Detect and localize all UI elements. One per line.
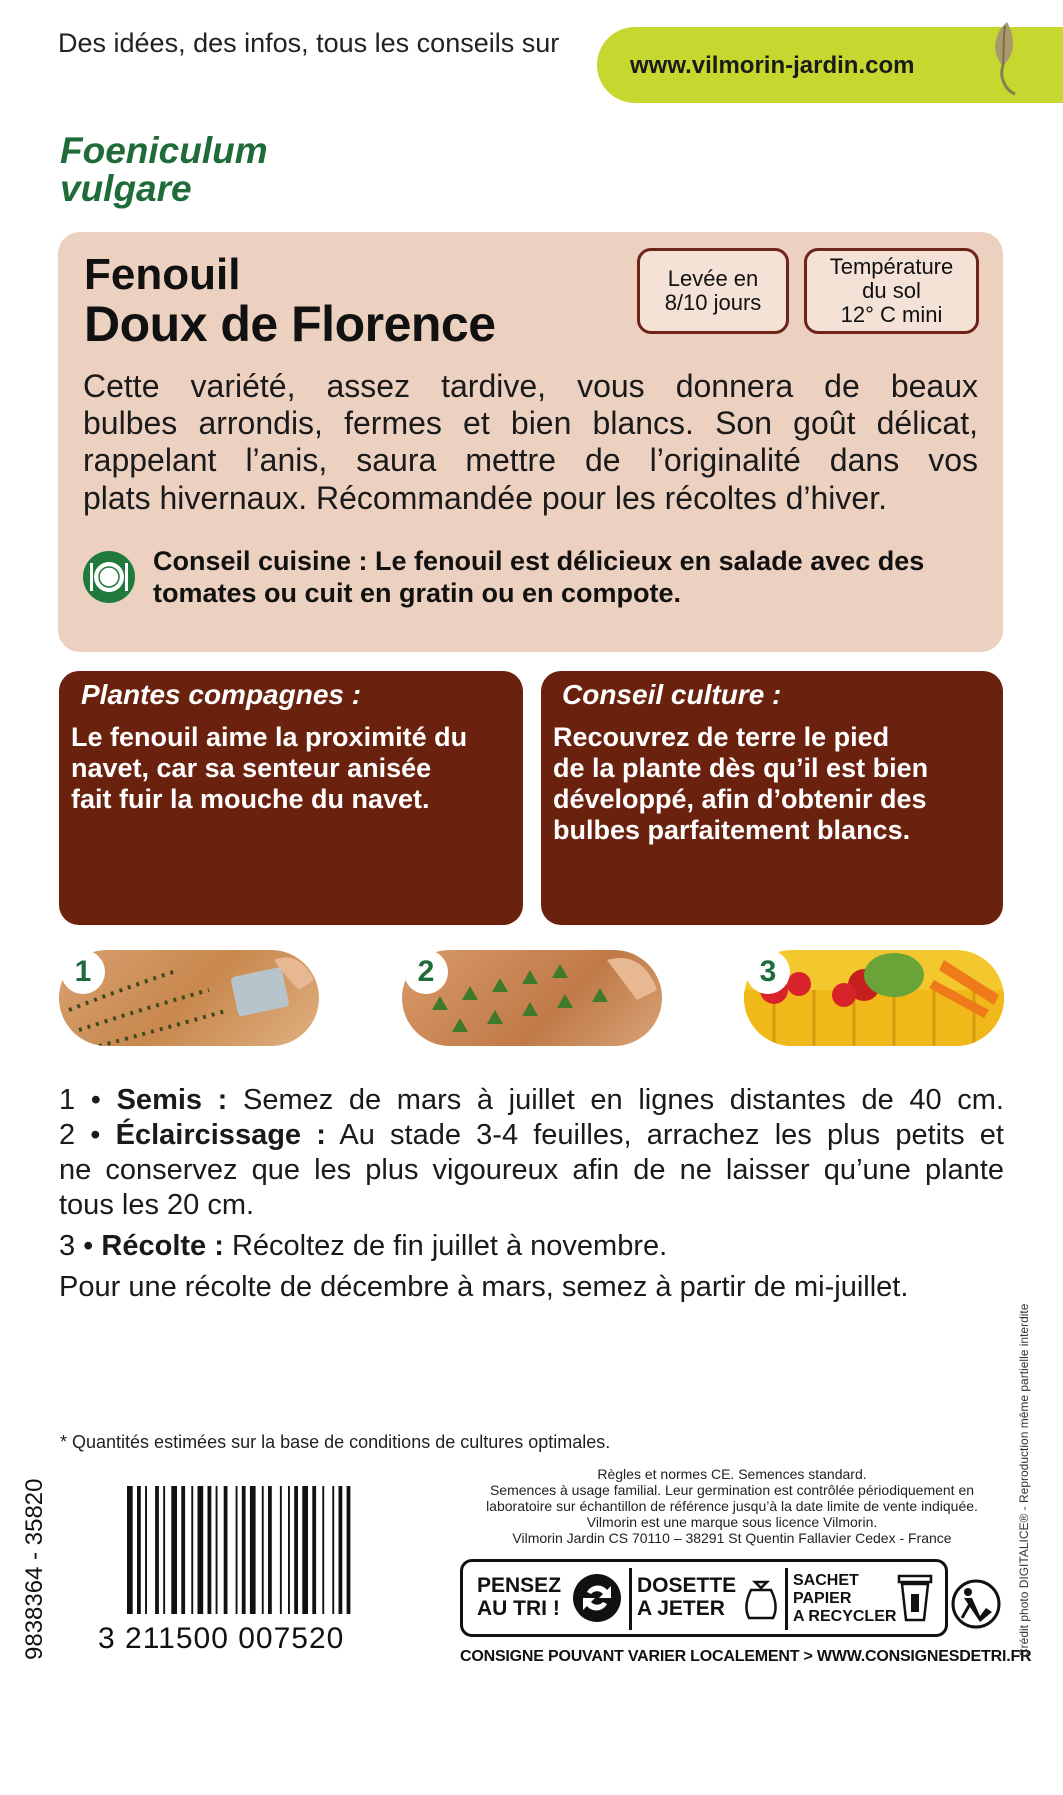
barcode-bar — [280, 1486, 282, 1614]
soil-temperature-badge — [804, 248, 979, 334]
legal-line: laboratoire sur échantillon de référence jusqu’à la date limite de vente indiquée. — [486, 1498, 978, 1514]
sorting-label-line1: PENSEZ — [477, 1574, 562, 1597]
product-reference-vertical — [14, 1465, 54, 1665]
photo-credit-vertical — [1008, 1272, 1038, 1662]
latin-name — [60, 132, 268, 208]
vilmorin-leaf-logo-icon — [985, 14, 1030, 99]
latin-name-species: vulgare — [60, 168, 192, 209]
growing-tip-line: de la plante dès qu’il est bien — [553, 753, 929, 783]
barcode-bar — [145, 1486, 147, 1614]
step-2-row — [59, 1118, 1004, 1153]
growing-tip-text — [553, 722, 928, 846]
companion-plants-box — [59, 671, 523, 925]
growing-tip-line: Recouvrez de terre le pied — [553, 722, 890, 752]
recycling-bin-icon — [893, 1572, 937, 1624]
temperature-badge-line2: du sol — [862, 278, 921, 303]
step-1-text: Semez de mars à juillet en lignes distantes de 40 cm. — [243, 1084, 1004, 1116]
barcode-bar — [236, 1486, 238, 1614]
barcode-bar — [332, 1486, 334, 1614]
barcode-bar — [294, 1486, 298, 1614]
barcode-bar — [171, 1486, 177, 1614]
barcode-bar — [242, 1486, 246, 1614]
growing-tip-line: développé, afin d’obtenir des — [553, 784, 927, 814]
header-tagline: Des idées, des infos, tous les conseils sur — [58, 28, 560, 58]
website-link[interactable]: www.vilmorin-jardin.com — [630, 52, 915, 79]
step-3-text: Récoltez de fin juillet à novembre. — [231, 1230, 668, 1262]
barcode-bar — [127, 1486, 133, 1614]
step-1-label: Semis : — [116, 1084, 228, 1116]
barcode-bar — [262, 1486, 264, 1614]
product-description — [83, 368, 978, 479]
sachet-label-line3: A RECYCLER — [793, 1608, 897, 1625]
barcode-bar — [339, 1486, 343, 1614]
barcode-bar — [137, 1486, 141, 1614]
companion-plants-line: Le fenouil aime la proximité du — [71, 722, 468, 752]
photo-credit-text: Crédit photo DIGITALICE® - Reproduction même partielle interdite — [1017, 1303, 1031, 1657]
legal-notice — [458, 1466, 1006, 1546]
step-2-text: Au stade 3-4 feuilles, arrachez les plus petits et — [339, 1119, 1004, 1151]
barcode-digits: 3 211500 007520 — [98, 1622, 345, 1655]
plate-cutlery-icon — [82, 550, 136, 604]
barcode-bar — [250, 1486, 256, 1614]
barcode-bar — [198, 1486, 204, 1614]
step-1-number: 1 • — [59, 1084, 101, 1116]
sorting-instructions-link[interactable]: CONSIGNE POUVANT VARIER LOCALEMENT > WWW.CONSIGNESDETRI.FR — [460, 1648, 1032, 1665]
sachet-label-line1: SACHET — [793, 1572, 859, 1589]
triman-logo-icon — [950, 1578, 1002, 1630]
growing-tip-box — [541, 671, 1003, 925]
barcode-bar — [312, 1486, 316, 1614]
description-last-line: plats hivernaux. Récommandée pour les récoltes d’hiver. — [83, 480, 887, 516]
latin-name-genus: Foeniculum — [60, 130, 268, 171]
barcode-bar — [208, 1486, 212, 1614]
legal-line: Semences à usage familial. Leur germination est contrôlée périodiquement en — [489, 1482, 975, 1498]
legal-line: Vilmorin est une marque sous licence Vilmorin. — [586, 1514, 878, 1530]
temperature-badge-line3: 12° C mini — [840, 302, 943, 327]
legal-line: Règles et normes CE. Semences standard. — [597, 1466, 867, 1482]
sachet-label — [793, 1572, 896, 1626]
legal-line: Vilmorin Jardin CS 70110 – 38291 St Quentin Fallavier Cedex - France — [512, 1530, 952, 1546]
step-number-3: 3 — [746, 950, 790, 994]
divider — [785, 1568, 788, 1630]
barcode-bar — [224, 1486, 228, 1614]
step-2-number: 2 • — [59, 1119, 101, 1151]
barcode-bar — [322, 1486, 324, 1614]
recycling-info-box — [460, 1559, 948, 1637]
sorting-label — [477, 1574, 561, 1620]
footnote: * Quantités estimées sur la base de conditions de cultures optimales. — [60, 1432, 611, 1452]
barcode-bar — [181, 1486, 185, 1614]
companion-plants-text — [71, 722, 467, 815]
sorting-label-line2: AU TRI ! — [477, 1597, 560, 1620]
barcode-bar — [216, 1486, 218, 1614]
barcode-bar — [163, 1486, 165, 1614]
barcode-bar — [155, 1486, 159, 1614]
product-title-line2: Doux de Florence — [84, 296, 496, 352]
barcode-bar — [191, 1486, 193, 1614]
step-3-row — [59, 1229, 1004, 1264]
winter-harvest-note: Pour une récolte de décembre à mars, semez à partir de mi-juillet. — [59, 1271, 909, 1303]
companion-plants-title: Plantes compagnes : — [81, 679, 362, 710]
cooking-tip: Conseil cuisine : Le fenouil est délicieux en salade avec des tomates ou cuit en gratin ou en compote. — [153, 546, 925, 608]
germination-badge-line1: Levée en — [667, 266, 759, 291]
capsule-label — [637, 1574, 736, 1620]
barcode-bar — [347, 1486, 351, 1614]
growing-tip-title: Conseil culture : — [562, 679, 782, 710]
temperature-badge-line1: Température — [829, 254, 954, 279]
germination-badge — [637, 248, 789, 334]
barcode-bar — [268, 1486, 272, 1614]
capsule-label-line2: A JETER — [637, 1597, 725, 1620]
step-2-end: tous les 20 cm. — [59, 1189, 255, 1221]
capsule-label-line1: DOSETTE — [637, 1574, 737, 1597]
divider — [629, 1568, 632, 1630]
triman-recycle-icon — [571, 1572, 623, 1624]
trash-bag-icon — [741, 1576, 781, 1622]
barcode-bar — [288, 1486, 290, 1614]
barcode — [125, 1486, 397, 1643]
barcode-bar — [302, 1486, 308, 1614]
product-reference-text: 9838364 - 35820 — [21, 1478, 48, 1660]
sachet-label-line2: PAPIER — [793, 1590, 852, 1607]
sowing-instructions — [59, 1083, 1004, 1305]
step-3-number: 3 • — [59, 1230, 94, 1262]
step-1-row — [59, 1083, 1004, 1118]
step-3-label: Récolte : — [101, 1230, 224, 1262]
description-line: rappelant l’anis, saura mettre de l’originalité dans vos — [83, 442, 978, 478]
step-2-continued: ne conservez que les plus vigoureux afin de ne laisser qu’une plante — [59, 1154, 1004, 1186]
step-2-label: Éclaircissage : — [115, 1119, 326, 1151]
companion-plants-line: navet, car sa senteur anisée — [71, 753, 432, 783]
step-number-2: 2 — [404, 950, 448, 994]
description-line: Cette variété, assez tardive, vous donnera de beaux — [83, 368, 978, 404]
description-line: bulbes arrondis, fermes et bien blancs. Son goût délicat, — [83, 405, 978, 441]
companion-plants-line: fait fuir la mouche du navet. — [71, 784, 430, 814]
germination-badge-line2: 8/10 jours — [664, 290, 762, 315]
growing-tip-line: bulbes parfaitement blancs. — [553, 815, 911, 845]
product-title-line1: Fenouil — [84, 250, 241, 299]
step-number-1: 1 — [61, 950, 105, 994]
